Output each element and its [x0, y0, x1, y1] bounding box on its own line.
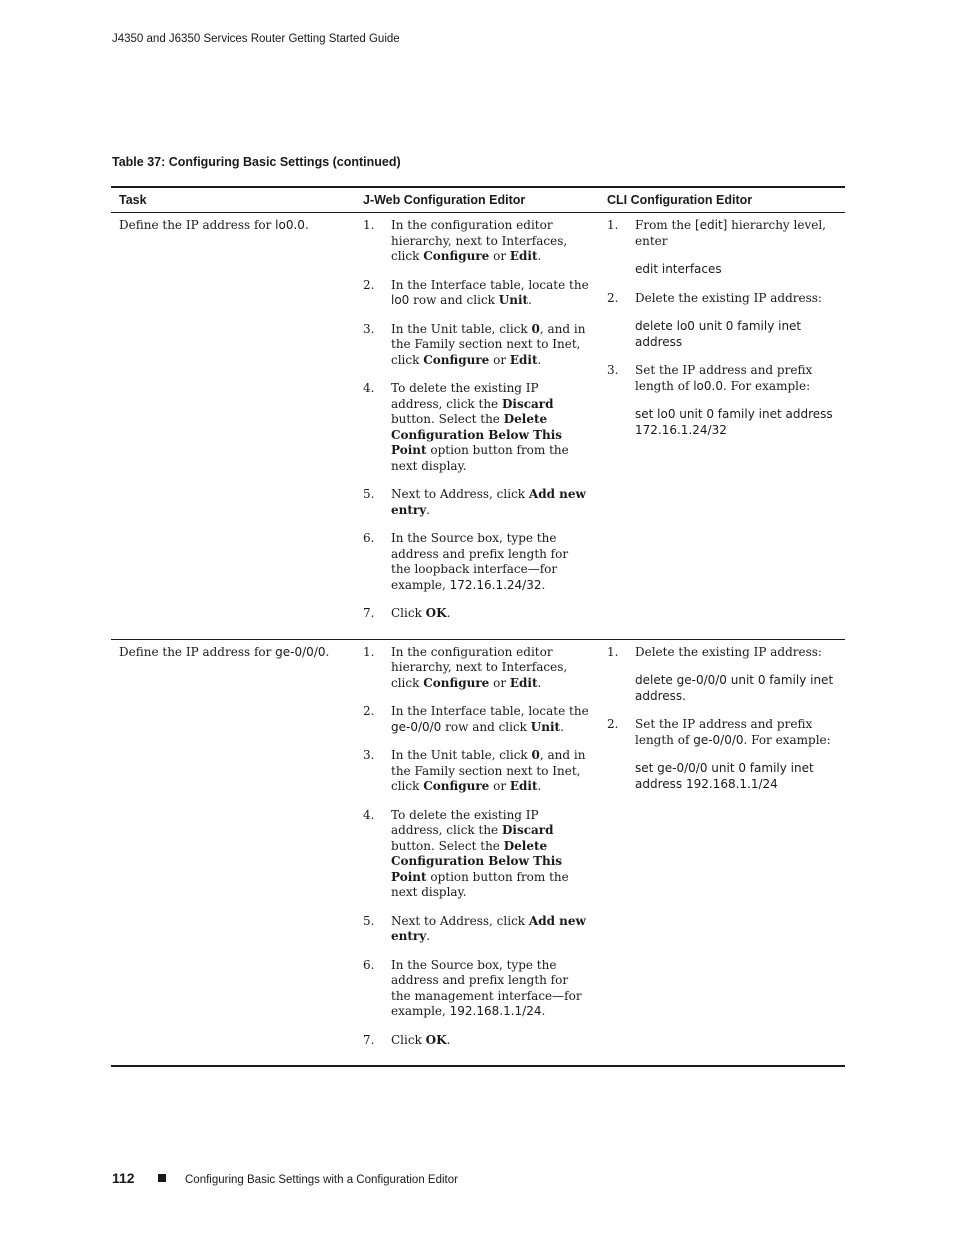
inline-code: 172.16.1.24/32: [449, 577, 542, 592]
bold-term: 0: [531, 748, 540, 762]
inline-code: ge-0/0/0: [693, 732, 744, 747]
step-text: To delete the existing IP address, click the: [391, 381, 539, 411]
jweb-steps-cell: [355, 213, 599, 640]
step-text: or: [489, 675, 510, 690]
step-number: 5.: [363, 487, 375, 501]
jweb-step: [363, 322, 591, 369]
cli-command: set ge-0/0/0 unit 0 family inet address 192.168.1.1/24: [635, 761, 814, 791]
jweb-step: [363, 606, 591, 622]
step-text: .: [446, 606, 451, 620]
task-interface-code: lo0.0: [275, 218, 305, 232]
step-number: 3.: [363, 321, 375, 336]
column-header-cli: CLI Configuration Editor: [599, 187, 845, 213]
step-number: 3.: [607, 363, 619, 377]
bold-term: Configure: [423, 779, 490, 793]
step-text: Delete the existing IP address:: [635, 644, 822, 659]
bold-term: Configure: [423, 352, 490, 367]
bold-term: Edit: [509, 352, 538, 367]
step-text: , and in the Family section next to Inet, click: [391, 321, 586, 367]
step-text: or: [489, 352, 510, 367]
task-interface-code: ge-0/0/0: [275, 644, 326, 659]
jweb-step: [363, 381, 591, 474]
step-text: To delete the existing IP address, click the: [391, 807, 539, 837]
step-number: 2.: [607, 717, 619, 731]
bold-term: Configure: [423, 249, 490, 263]
step-text: option button from the next display.: [391, 443, 569, 473]
jweb-step-list: [363, 645, 591, 1049]
bold-term: Edit: [509, 779, 538, 793]
step-text: In the Source box, type the address and prefix length for the management interface—for example,: [391, 957, 582, 1018]
jweb-steps-cell: [355, 639, 599, 1066]
step-text: .: [541, 577, 546, 592]
cli-step: [607, 645, 837, 661]
cli-steps-cell: [599, 213, 845, 640]
inline-code: [edit]: [694, 218, 728, 232]
cli-step: [607, 291, 837, 307]
step-text: Delete the existing IP address:: [635, 290, 822, 305]
step-text: .: [426, 502, 431, 517]
step-text: In the Interface table, locate the: [391, 277, 589, 292]
settings-table: [111, 186, 845, 1067]
bold-term: Edit: [509, 249, 538, 263]
step-number: 1.: [607, 644, 619, 659]
step-text: In the configuration editor hierarchy, next to Interfaces, click: [391, 218, 568, 263]
inline-code: lo0: [391, 293, 410, 307]
table-row: [111, 639, 845, 1066]
bold-term: Configure: [423, 675, 490, 690]
step-text: In the Source box, type the address and prefix length for the loopback interface—for example,: [391, 531, 569, 592]
task-text: Define the IP address for: [119, 218, 276, 232]
cli-step-list: [607, 645, 837, 793]
jweb-step: [363, 704, 591, 735]
step-number: 1.: [607, 218, 619, 232]
bold-term: 0: [531, 321, 540, 336]
column-header-task: Task: [111, 187, 355, 213]
task-text-suffix: .: [304, 218, 309, 232]
step-text: Set the IP address and prefix length of: [635, 363, 813, 393]
page-footer: [112, 1170, 458, 1188]
bold-term: Discard: [501, 396, 554, 411]
settings-table-container: [111, 186, 845, 1067]
step-text: . For example:: [743, 732, 831, 747]
step-text: or: [489, 779, 510, 793]
inline-code: ge-0/0/0: [391, 719, 442, 734]
cli-step-list: [607, 218, 837, 438]
task-text-suffix: .: [325, 644, 330, 659]
task-cell: [111, 639, 355, 1066]
step-text: Next to Address, click: [391, 487, 529, 501]
step-text: .: [537, 779, 542, 793]
footer-square-icon: [158, 1174, 166, 1182]
cli-command: set lo0 unit 0 family inet address 172.16.1.24/32: [635, 407, 833, 437]
step-number: 1.: [363, 218, 375, 232]
bold-term: Unit: [498, 293, 529, 307]
step-text: From the: [635, 218, 695, 232]
step-number: 2.: [363, 704, 375, 718]
jweb-step: [363, 278, 591, 309]
page-number: 112: [112, 1170, 135, 1186]
bold-term: OK: [425, 606, 447, 620]
cli-step: [607, 717, 837, 748]
task-text: Define the IP address for: [119, 644, 276, 659]
step-number: 6.: [363, 531, 375, 545]
step-text: .: [537, 352, 542, 367]
jweb-step: [363, 958, 591, 1020]
step-number: 4.: [363, 381, 375, 395]
jweb-step: [363, 645, 591, 692]
cli-command: delete ge-0/0/0 unit 0 family inet address.: [635, 673, 834, 703]
step-number: 6.: [363, 957, 375, 972]
bold-term: Delete Configuration Below This Point: [391, 838, 563, 884]
bold-term: Unit: [530, 719, 561, 734]
table-title: Table 37: Configuring Basic Settings (continued): [112, 155, 401, 169]
step-number: 2.: [363, 277, 375, 292]
cli-step: [607, 363, 837, 394]
column-header-jweb: J-Web Configuration Editor: [355, 187, 599, 213]
step-text: .: [560, 719, 564, 734]
jweb-step: [363, 1033, 591, 1049]
footer-section-title: Configuring Basic Settings with a Configuration Editor: [185, 1174, 458, 1186]
step-text: option button from the next display.: [391, 869, 569, 899]
step-text: In the Unit table, click: [391, 748, 532, 762]
step-number: 2.: [607, 290, 619, 305]
step-number: 5.: [363, 913, 375, 928]
step-text: . For example:: [722, 378, 811, 393]
bold-term: Delete Configuration Below This Point: [391, 412, 563, 457]
step-text: .: [446, 1032, 451, 1047]
cli-steps-cell: [599, 639, 845, 1066]
step-text: , and in the Family section next to Inet, click: [391, 748, 586, 793]
step-text: In the configuration editor hierarchy, next to Interfaces, click: [391, 644, 568, 690]
inline-code: lo0.0: [693, 378, 723, 393]
cli-command: delete lo0 unit 0 family inet address: [635, 319, 802, 349]
step-text: or: [489, 249, 510, 263]
step-text: hierarchy level, enter: [635, 218, 826, 248]
bold-term: Add new entry: [391, 487, 586, 517]
step-text: Click: [391, 606, 426, 620]
task-cell: [111, 213, 355, 640]
step-text: button. Select the: [391, 838, 504, 853]
step-text: Set the IP address and prefix length of: [635, 717, 813, 747]
cli-command: edit interfaces: [635, 262, 722, 276]
step-text: row and click: [409, 293, 499, 307]
jweb-step: [363, 487, 591, 518]
bold-term: Edit: [509, 675, 538, 690]
bold-term: OK: [425, 1032, 447, 1047]
inline-code: 192.168.1.1/24: [449, 1004, 542, 1018]
jweb-step: [363, 531, 591, 593]
step-text: .: [537, 675, 542, 690]
jweb-step-list: [363, 218, 591, 622]
jweb-step: [363, 808, 591, 901]
step-text: row and click: [441, 719, 531, 734]
jweb-step: [363, 218, 591, 265]
step-number: 4.: [363, 807, 375, 822]
table-body: [111, 213, 845, 1067]
jweb-step: [363, 914, 591, 945]
step-text: Click: [391, 1032, 426, 1047]
running-header: J4350 and J6350 Services Router Getting Started Guide: [112, 33, 400, 45]
step-text: In the Interface table, locate the: [391, 704, 589, 718]
step-number: 1.: [363, 644, 375, 659]
step-text: button. Select the: [391, 412, 504, 426]
bold-term: Add new entry: [391, 913, 586, 943]
step-text: .: [541, 1004, 546, 1018]
step-text: .: [528, 293, 532, 307]
step-text: In the Unit table, click: [391, 321, 532, 336]
table-row: [111, 213, 845, 640]
step-number: 7.: [363, 1032, 375, 1047]
step-text: .: [537, 249, 542, 263]
step-text: Next to Address, click: [391, 913, 529, 928]
step-number: 3.: [363, 748, 375, 762]
bold-term: Discard: [501, 823, 554, 837]
jweb-step: [363, 748, 591, 795]
step-text: .: [426, 929, 431, 943]
table-header-row: [111, 187, 845, 213]
cli-step: [607, 218, 837, 249]
step-number: 7.: [363, 606, 375, 620]
